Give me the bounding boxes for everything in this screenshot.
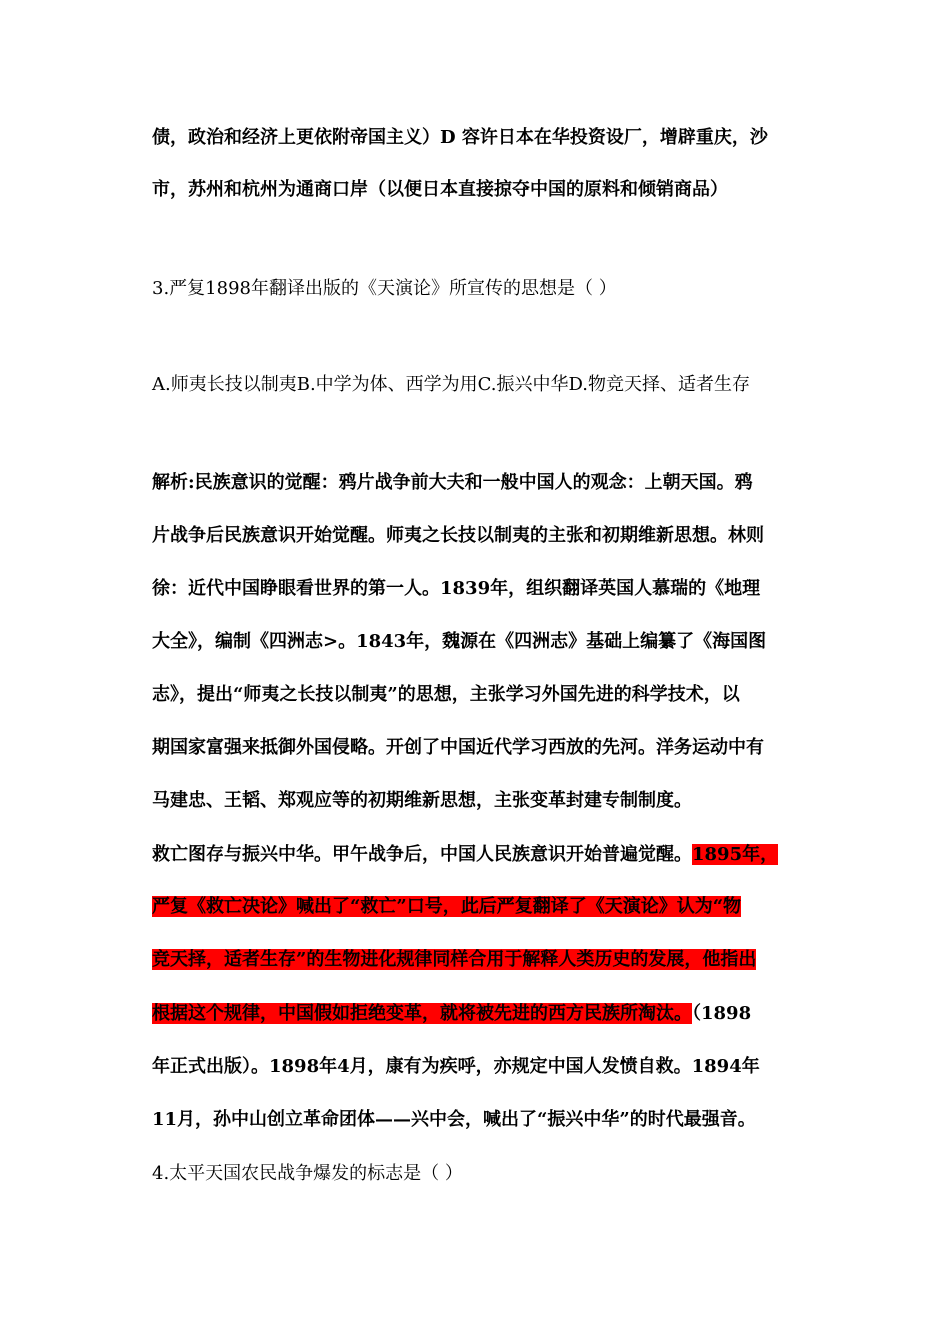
analysis-p2-plain-text: （1898	[692, 1003, 752, 1024]
analysis-p2-line-5: 年正式出版）。1898年4月，康有为疾呼，亦规定中国人发愤自救。1894年	[152, 1056, 760, 1077]
analysis-line-6: 期国家富强来抵御外国侵略。开创了中国近代学习西放的先河。洋务运动中有	[152, 737, 764, 758]
highlighted-text: 严复《救亡决论》喊出了“救亡”口号，此后严复翻译了《天演论》认为“物	[152, 896, 742, 917]
analysis-p2-plain-text: 救亡图存与振兴中华。甲午战争后，中国人民族意识开始普遍觉醒。	[152, 844, 692, 865]
highlighted-text: 根据这个规律，中国假如拒绝变革，就将被先进的西方民族所淘汰。	[152, 1003, 692, 1024]
highlighted-text: 竞天择，适者生存”的生物进化规律同样合用于解释人类历史的发展，他指出	[152, 949, 757, 970]
intro-line-2: 市，苏州和杭州为通商口岸（以便日本直接掠夺中国的原料和倾销商品）	[152, 179, 728, 200]
analysis-p2-line-3	[152, 947, 756, 973]
analysis-line-5: 志》，提出“师夷之长技以制夷”的思想，主张学习外国先进的科学技术，以	[152, 684, 740, 705]
highlighted-text: 1895年，	[692, 844, 779, 865]
analysis-p2-line-2	[152, 894, 741, 920]
question-3-stem: 3.严复1898年翻译出版的《天演论》所宣传的思想是（ ）	[152, 278, 617, 299]
analysis-line-1: 解析:民族意识的觉醒：鸦片战争前大夫和一般中国人的观念：上朝天国。鸦	[152, 472, 753, 493]
analysis-line-2: 片战争后民族意识开始觉醒。师夷之长技以制夷的主张和初期维新思想。林则	[152, 525, 764, 546]
analysis-line-7: 马建忠、王韬、郑观应等的初期维新思想，主张变革封建专制制度。	[152, 790, 692, 811]
question-3-options: A.师夷长技以制夷B.中学为体、西学为用C.振兴中华D.物竞天择、适者生存	[152, 374, 751, 395]
analysis-line-4: 大全》，编制《四洲志>。1843年，魏源在《四洲志》基础上编纂了《海国图	[152, 631, 767, 652]
analysis-p2-line-1	[152, 842, 778, 868]
intro-line-1: 债，政治和经济上更依附帝国主义）D 容许日本在华投资设厂，增辟重庆，沙	[152, 127, 768, 148]
question-4-stem: 4.太平天国农民战争爆发的标志是（ ）	[152, 1163, 463, 1184]
analysis-line-3: 徐：近代中国睁眼看世界的第一人。1839年，组织翻译英国人慕瑞的《地理	[152, 578, 761, 599]
analysis-p2-line-4	[152, 1001, 751, 1027]
analysis-p2-line-6: 11月，孙中山创立革命团体——兴中会，喊出了“振兴中华”的时代最强音。	[152, 1109, 756, 1130]
